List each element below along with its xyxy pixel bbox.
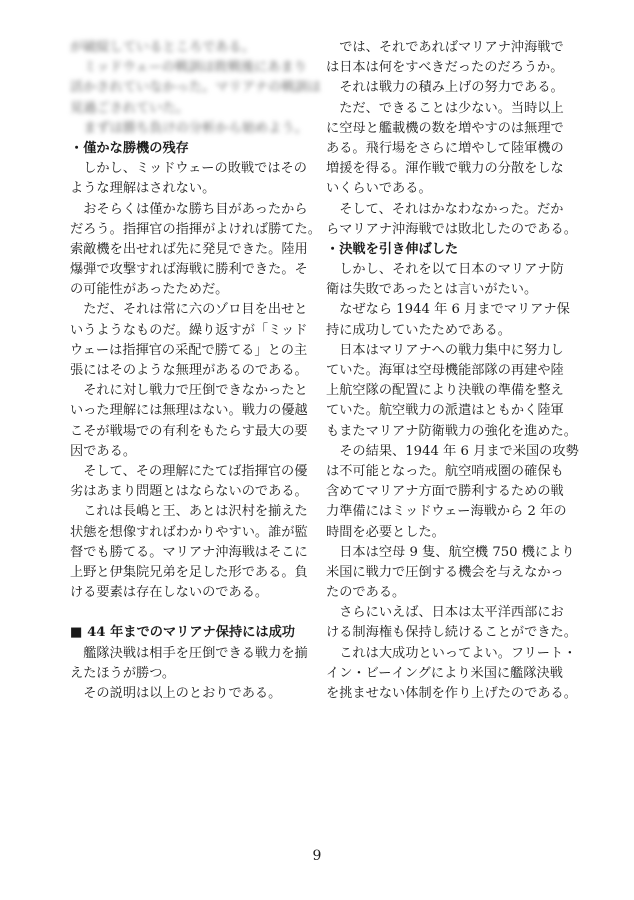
text-line: ていた。航空戦力の派遣はともかく陸軍 [326,403,564,419]
text-line: イン・ビーイングにより米国に艦隊決戦 [326,665,563,681]
text-line: が破綻しているところである。 [70,40,255,55]
text-line: ウェーは指揮官の采配で勝てる」との主 [70,342,308,358]
text-line: 日本はマリアナへの戦力集中に努力し [326,342,564,358]
right-column [326,38,579,704]
text-line: さらにいえば、日本は太平洋西部にお [326,605,564,621]
text-line: しかし、それを以て日本のマリアナ防 [326,262,564,278]
text-line: ただ、できることは少ない。当時以上 [326,100,564,116]
text-line: いくらいである。 [326,181,432,197]
text-line: の可能性があったためだ。 [70,282,229,298]
text-line: それは戦力の積み上げの努力である。 [326,80,564,96]
text-line: を挑ませない体制を作り上げたのである。 [326,686,577,701]
text-line: 艦隊決戦は相手を圧倒できる戦力を揃 [70,645,308,661]
text-line: だろう。指揮官の指揮がよければ勝てた。 [70,221,321,237]
text-line: 日本は空母 9 隻、航空機 750 機により [326,544,575,560]
text-line: は日本は何をすべきだったのだろうか。 [326,60,564,76]
text-line: その説明は以上のとおりである。 [70,686,282,701]
text-line: こそが戦場での有利をもたらす最大の要 [70,423,308,439]
text-line: そして、それはかなわなかった。だか [326,201,564,217]
text-line: ただ、それは常に六のゾロ目を出せと [70,302,308,318]
text-line: なぜなら 1944 年 6 月までマリアナ保 [326,302,570,318]
text-line: 増援を得る。渾作戦で戦力の分散をしな [326,161,564,177]
text-line: 爆弾で攻撃すれば海戦に勝利できた。そ [70,262,308,278]
text-line: そして、その理解にたてば指揮官の優 [70,463,308,479]
text-line: もまたマリアナ防衛戦力の強化を進めた。 [326,423,577,439]
text-line: 索敵機を出せれば先に発見できた。陸用 [70,241,308,257]
left-column [70,38,323,704]
text-line: に空母と艦載機の数を増やすのは無理で [326,120,564,136]
text-line: ける要素は存在しないのである。 [70,585,269,601]
text-line: 状態を想像すればわかりやすい。誰が監 [70,524,308,540]
text-line: ミッドウェーの戦訓は敗戦後にあまり [70,60,307,76]
text-line: えたほうが勝つ。 [70,665,176,681]
section-heading: ■ 44 年までのマリアナ保持には成功 [70,625,295,641]
text-line: 見過ごされていた。 [70,100,189,116]
text-line: では、それであればマリアナ沖海戦で [326,40,564,55]
text-line: 張にはそのような無理があるのである。 [70,363,308,378]
text-line: ある。飛行場をさらに増やして陸軍機の [326,140,564,156]
text-line: らマリアナ沖海戦では敗北したのである。 [326,221,577,237]
text-line: 衛は失敗であったとは言いがたい。 [326,282,538,298]
text-line: 持に成功していたためである。 [326,322,511,338]
text-line: ような理解はされない。 [70,181,216,197]
text-line: ていた。海軍は空母機能部隊の再建や陸 [326,363,564,378]
text-line: まずは勝ち負けの分析から始めよう。 [70,120,308,136]
text-line: 上航空隊の配置により決戦の準備を整え [326,383,564,399]
text-line: たのである。 [326,585,406,601]
text-line: その結果、1944 年 6 月まで米国の攻勢 [326,443,579,459]
text-line: いった理解には無理はない。戦力の優越 [70,403,308,419]
text-line: 含めてマリアナ方面で勝利するための戦 [326,484,564,500]
text-line: ける制海権も保持し続けることができた。 [326,625,577,641]
text-line: 活かされていなかった。マリアナの戦訓は [70,80,321,96]
text-line: 上野と伊集院兄弟を足した形である。負 [70,564,308,580]
text-line: 力準備にはミッドウェー海戦から 2 年の [326,504,567,520]
text-line: 督でも勝てる。マリアナ沖海戦はそこに [70,544,308,560]
section-heading: ・僅かな勝機の残存 [70,140,189,156]
text-line: いうようなものだ。繰り返すが「ミッド [70,322,308,338]
text-line: 米国に戦力で圧倒する機会を与えなかっ [326,564,564,580]
text-line: おそらくは僅かな勝ち目があったから [70,201,308,217]
page-number: 9 [312,848,322,864]
text-line [70,603,323,623]
text-line: は不可能となった。航空哨戒圏の確保も [326,463,564,479]
text-line: 時間を必要とした。 [326,524,445,540]
text-line: それに対し戦力で圧倒できなかったと [70,383,308,399]
text-line: 劣はあまり問題とはならないのである。 [70,484,308,500]
section-heading: ・決戦を引き伸ばした [326,241,459,257]
text-line: これは大成功といってよい。フリート・ [326,645,577,661]
text-line: しかし、ミッドウェーの敗戦ではその [70,161,307,177]
text-line: これは長嶋と王、あとは沢村を揃えた [70,504,308,520]
text-line: 因である。 [70,443,137,459]
